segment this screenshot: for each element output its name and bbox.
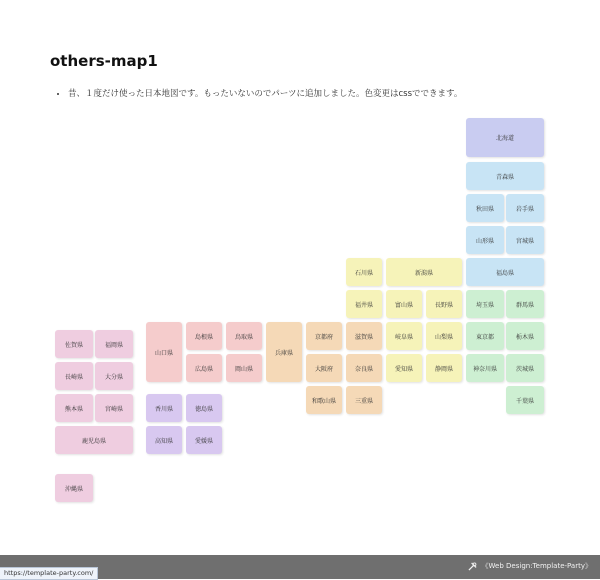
pref-shizuoka[interactable]: 静岡県 [426,354,462,382]
pref-kagoshima[interactable]: 鹿児島県 [55,426,133,454]
pref-kanagawa[interactable]: 神奈川県 [466,354,504,382]
pref-saitama[interactable]: 埼玉県 [466,290,504,318]
pref-yamagata[interactable]: 山形県 [466,226,504,254]
pref-gifu[interactable]: 岐阜県 [386,322,422,350]
pref-ishikawa[interactable]: 石川県 [346,258,382,286]
pref-mie[interactable]: 三重県 [346,386,382,414]
pref-osaka[interactable]: 大阪府 [306,354,342,382]
pref-kochi[interactable]: 高知県 [146,426,182,454]
pref-aichi[interactable]: 愛知県 [386,354,422,382]
pref-ehime[interactable]: 愛媛県 [186,426,222,454]
description-item: • 昔、１度だけ使った日本地図です。もったいないのでパーツに追加しました。色変更はcssでできます。 [68,88,462,100]
pref-tochigi[interactable]: 栃木県 [506,322,544,350]
pref-hyogo[interactable]: 兵庫県 [266,322,302,382]
pref-tottori[interactable]: 鳥取県 [226,322,262,350]
pref-fukui[interactable]: 福井県 [346,290,382,318]
status-bar-url: https://template-party.com/ [0,567,98,580]
pref-kumamoto[interactable]: 熊本県 [55,394,93,422]
tools-icon [468,562,477,571]
pref-oita[interactable]: 大分県 [95,362,133,390]
pref-wakayama[interactable]: 和歌山県 [306,386,342,414]
pref-miyagi[interactable]: 宮城県 [506,226,544,254]
pref-fukuoka[interactable]: 福岡県 [95,330,133,358]
pref-saga[interactable]: 佐賀県 [55,330,93,358]
footer-credit[interactable]: 《Web Design:Template-Party》 [481,562,592,570]
pref-yamaguchi[interactable]: 山口県 [146,322,182,382]
pref-hokkaido[interactable]: 北海道 [466,118,544,157]
pref-toyama[interactable]: 富山県 [386,290,422,318]
pref-akita[interactable]: 秋田県 [466,194,504,222]
pref-shimane[interactable]: 島根県 [186,322,222,350]
pref-aomori[interactable]: 青森県 [466,162,544,190]
pref-nagano[interactable]: 長野県 [426,290,462,318]
pref-okayama[interactable]: 岡山県 [226,354,262,382]
page-title: others-map1 [50,52,158,70]
pref-okinawa[interactable]: 沖縄県 [55,474,93,502]
pref-nagasaki[interactable]: 長崎県 [55,362,93,390]
pref-hiroshima[interactable]: 広島県 [186,354,222,382]
pref-kagawa[interactable]: 香川県 [146,394,182,422]
pref-miyazaki[interactable]: 宮崎県 [95,394,133,422]
pref-shiga[interactable]: 滋賀県 [346,322,382,350]
pref-gunma[interactable]: 群馬県 [506,290,544,318]
pref-tokyo[interactable]: 東京都 [466,322,504,350]
footer-credit-group[interactable] [468,561,592,571]
pref-tokushima[interactable]: 徳島県 [186,394,222,422]
pref-niigata[interactable]: 新潟県 [386,258,462,286]
pref-iwate[interactable]: 岩手県 [506,194,544,222]
pref-chiba[interactable]: 千葉県 [506,386,544,414]
pref-yamanashi[interactable]: 山梨県 [426,322,462,350]
pref-nara[interactable]: 奈良県 [346,354,382,382]
pref-ibaraki[interactable]: 茨城県 [506,354,544,382]
pref-kyoto[interactable]: 京都府 [306,322,342,350]
pref-fukushima[interactable]: 福島県 [466,258,544,286]
